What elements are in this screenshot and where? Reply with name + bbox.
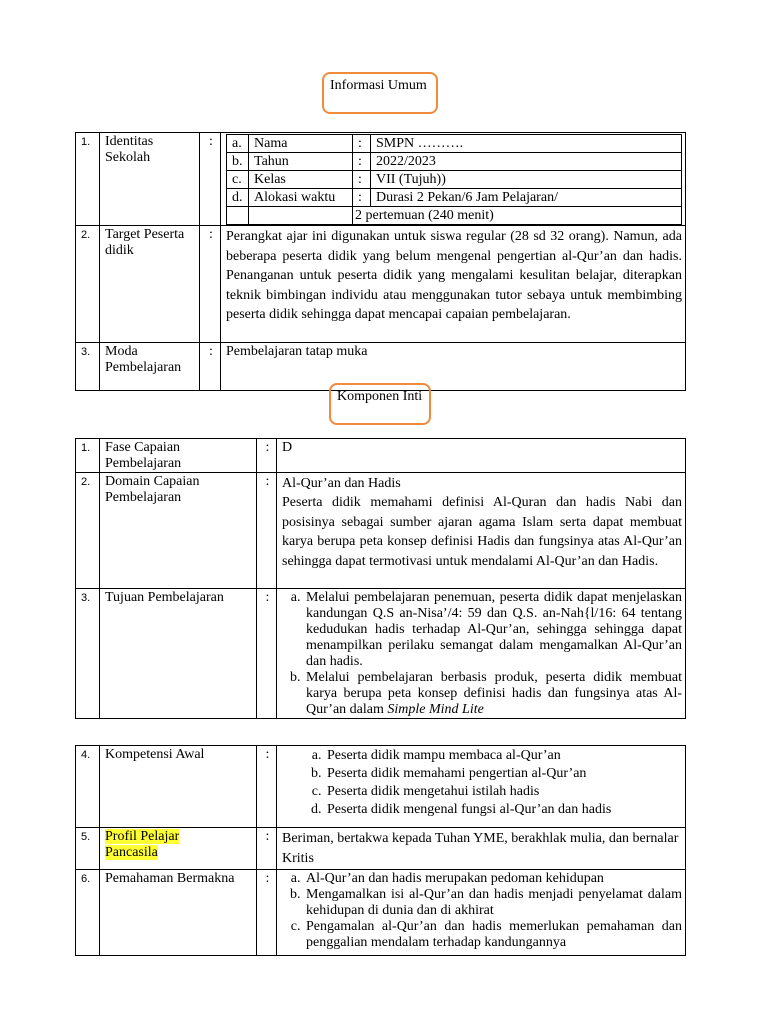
domain-text: Peserta didik memahami definisi Al-Quran dan hadis Nabi dan posisinya sebagai sumber ajaran agama Islam serta dapat membuat karya berupa peta konsep definisi Hadis dan fungsinya atas Al-Qur’an sehingga dapat termotivasi untuk mendalami Al-Qur’an dan Hadis. [282,495,682,569]
table-row [76,133,686,226]
field-key: Kelas [249,171,353,189]
table-row [76,589,686,719]
row-number: 5. [76,828,100,870]
field-key: Alokasi waktu [249,189,353,207]
row-number: 1. [76,439,100,473]
field-value: SMPN ………. [371,135,682,153]
highlighted-label: Profil Pelajar [105,829,180,844]
row-colon: : [200,133,221,226]
list-item: b. Peserta didik memahami pengertian al-Qur’an [325,765,682,783]
list-item [227,171,682,189]
field-value: VII (Tujuh)) [371,171,682,189]
target-text: Perangkat ajar ini digunakan untuk siswa regular (28 sd 32 orang). Namun, ada beberapa peserta didik yang belum mengenal pengertian al-Qur’an dan hadis. Penanganan untuk peserta didik yang mengalami kesulitan belajar, diterapkan teknik bimbingan individu atau menggunakan tutor sebaya untuk membimbing peserta didik sehingga dapat mencapai capaian pembelajaran. [221,226,686,343]
heading-komponen-inti: Komponen Inti [329,383,431,425]
table-row [76,870,686,956]
kompetensi-list [303,747,682,819]
row-label: Tujuan Pembelajaran [100,589,257,719]
app-name: Simple Mind Lite [387,702,484,717]
highlighted-label: Pancasila [105,845,158,860]
field-sep: : [353,189,371,207]
field-sep: : [353,171,371,189]
info-umum-table [75,132,686,391]
row-number: 3. [76,589,100,719]
list-item: b. Mengamalkan isi al-Qur’an dan hadis menjadi penyelamat dalam kehidupan di dunia dan di akhirat [304,887,682,919]
list-item: d. Peserta didik mengenal fungsi al-Qur’an dan hadis [325,801,682,819]
komponen-inti-table [75,438,686,719]
row-colon: : [257,589,277,719]
tujuan-cell [277,589,686,719]
row-colon: : [257,746,277,828]
row-colon: : [257,870,277,956]
row-number: 1. [76,133,100,226]
row-number: 2. [76,226,100,343]
field-key: Tahun [249,153,353,171]
field-value: 2 pertemuan (240 menit) [353,207,682,225]
row-number: 2. [76,473,100,589]
table-row [76,226,686,343]
table-row [76,746,686,828]
list-marker: d. [227,189,249,207]
tujuan-list [282,590,682,718]
row-colon: : [257,828,277,870]
row-label: Kompetensi Awal [100,746,257,828]
profil-text: Beriman, bertakwa kepada Tuhan YME, berakhlak mulia, dan bernalar Kritis [277,828,686,870]
komponen-inti-table-2 [75,745,686,956]
fase-value: D [277,439,686,473]
list-item [227,153,682,171]
pemahaman-cell [277,870,686,956]
row-label: Target Peserta didik [100,226,200,343]
domain-cell [277,473,686,589]
list-item: b. Melalui pembelajaran berbasis produk, peserta didik membuat karya berupa peta konsep definisi hadis dan fungsinya atas Al-Qur’an dalam Simple Mind Lite [304,670,682,718]
list-item [227,135,682,153]
list-marker: b. [227,153,249,171]
list-item [227,189,682,207]
field-sep: : [353,135,371,153]
list-item: c. Pengamalan al-Qur’an dan hadis memerlukan pemahaman dan penggalian mendalam terhadap kandungannya [304,919,682,951]
row-colon: : [257,473,277,589]
row-number: 4. [76,746,100,828]
row-label: Domain Capaian Pembelajaran [100,473,257,589]
list-item: a. Al-Qur’an dan hadis merupakan pedoman kehidupan [304,871,682,887]
row-colon: : [257,439,277,473]
row-label: Pemahaman Bermakna [100,870,257,956]
row-colon: : [200,343,221,391]
field-value: Durasi 2 Pekan/6 Jam Pelajaran/ [371,189,682,207]
row-number: 3. [76,343,100,391]
table-row [76,473,686,589]
list-item-continuation [227,207,682,225]
row-label: Identitas Sekolah [100,133,200,226]
moda-text: Pembelajaran tatap muka [221,343,686,391]
list-marker: a. [227,135,249,153]
pemahaman-list [282,871,682,951]
row-colon: : [200,226,221,343]
list-item: c. Peserta didik mengetahui istilah hadis [325,783,682,801]
domain-title: Al-Qur’an dan Hadis [282,476,401,491]
list-marker: c. [227,171,249,189]
list-item: a. Melalui pembelajaran penemuan, peserta didik dapat menjelaskan kandungan Q.S an-Nisa’/4: 59 dan Q.S. an-Nah{l/16: 64 tentang kedudukan hadis terhadap Al-Qur’an, sehingga sehingga dapat menampilkan perilaku semangat dalam mengamalkan Al-Qur’an dan hadis. [304,590,682,670]
list-item: a. Peserta didik mampu membaca al-Qur’an [325,747,682,765]
kompetensi-cell [277,746,686,828]
field-value: 2022/2023 [371,153,682,171]
heading-informasi-umum: Informasi Umum [322,72,438,114]
row-label [100,828,257,870]
table-row [76,828,686,870]
table-row [76,439,686,473]
field-key: Nama [249,135,353,153]
row-label: Fase Capaian Pembelajaran [100,439,257,473]
row-number: 6. [76,870,100,956]
identitas-list [221,133,686,226]
row-label: Moda Pembelajaran [100,343,200,391]
field-sep: : [353,153,371,171]
